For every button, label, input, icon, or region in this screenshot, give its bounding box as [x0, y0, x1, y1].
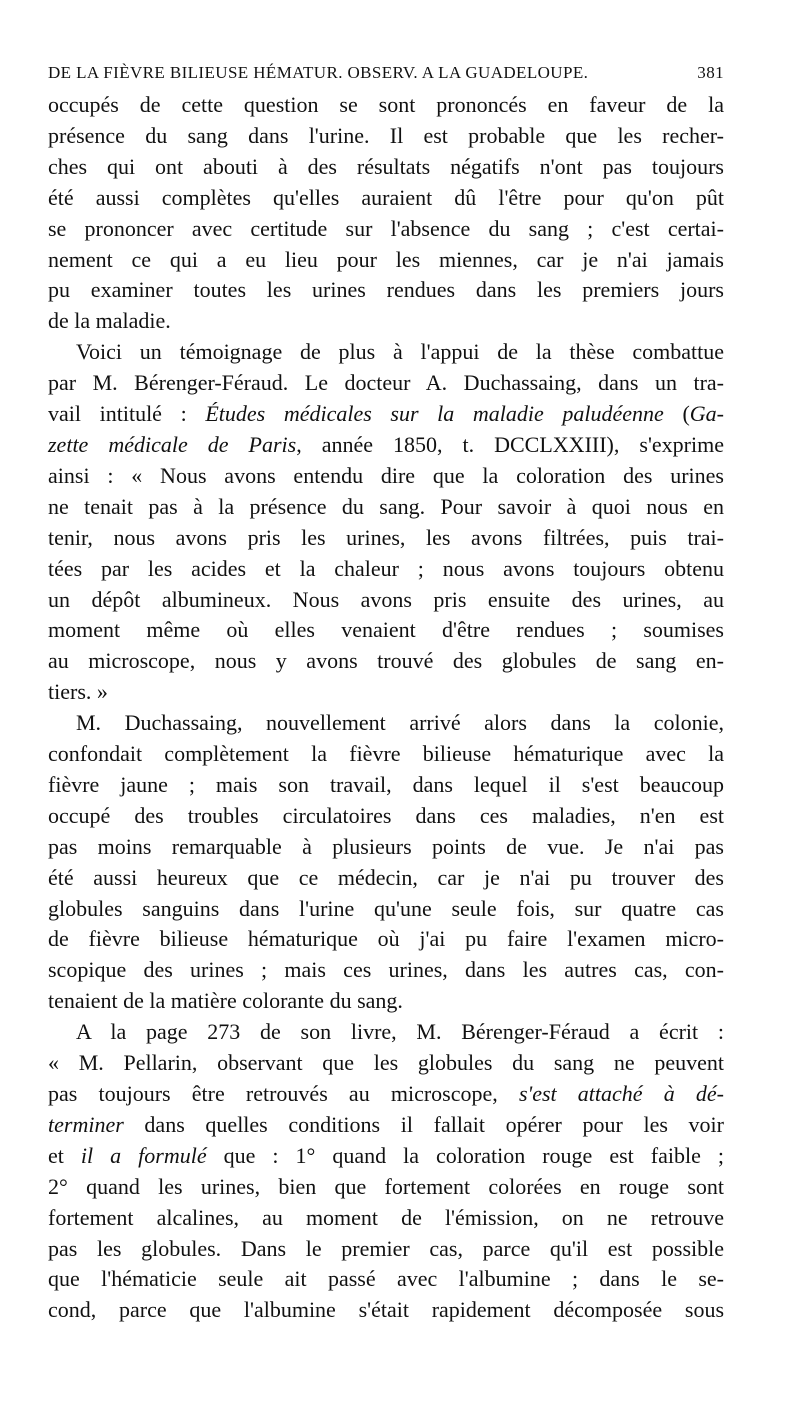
text-run: pas toujours être retrouvés au microscope,	[48, 1081, 519, 1106]
italic-run: il a formulé	[80, 1142, 207, 1168]
text-line: été aussi complètes qu'elles auraient dû l'être pour qu'on pût	[48, 184, 724, 210]
text-line: occupé des troubles circulatoires dans ces maladies, n'en est	[48, 802, 724, 828]
text-line: un dépôt albumineux. Nous avons pris ensuite des urines, au	[48, 586, 724, 612]
text-line: par M. Bérenger-Féraud. Le docteur A. Duchassaing, dans un tra-	[48, 370, 724, 396]
text-line: ne tenait pas à la présence du sang. Pour savoir à quoi nous en	[48, 493, 724, 519]
italic-run: s'est attaché à dé-	[518, 1081, 724, 1106]
text-line: nement ce qui a eu lieu pour les miennes, car je n'ai jamais	[48, 246, 724, 272]
text-line: M. Duchassaing, nouvellement arrivé alors dans la colonie,	[76, 710, 724, 736]
text-line: tenaient de la matière colorante du sang.	[48, 988, 403, 1014]
text-run: que : 1° quand la coloration rouge est faible ;	[206, 1142, 724, 1168]
paragraph-1	[48, 90, 724, 337]
italic-title: Ga-	[689, 401, 724, 427]
text-line: pas moins remarquable à plusieurs points de vue. Je n'ai pas	[48, 833, 724, 859]
text-line: 2° quand les urines, bien que fortement colorées en rouge sont	[48, 1173, 724, 1199]
text-line: se prononcer avec certitude sur l'absence du sang ; c'est certai-	[48, 215, 724, 241]
text-run: et	[48, 1142, 81, 1168]
text-run: , année 1850, t. DCCLXXIII), s'exprime	[296, 431, 724, 457]
text-line: fortement alcalines, au moment de l'émission, on ne retrouve	[48, 1204, 724, 1230]
text-line: ches qui ont abouti à des résultats négatifs n'ont pas toujours	[48, 153, 724, 179]
text-line: tenir, nous avons pris les urines, les avons filtrées, puis trai-	[48, 524, 724, 550]
text-line-mixed	[48, 430, 724, 461]
text-run: dans quelles conditions il fallait opérer pour les voir	[123, 1111, 724, 1137]
body-text	[48, 90, 724, 1326]
text-line: cond, parce que l'albumine s'était rapidement décomposée sous	[48, 1297, 724, 1323]
italic-title: zette médicale de Paris	[48, 431, 297, 457]
text-line: fièvre jaune ; mais son travail, dans lequel il s'est beaucoup	[48, 771, 724, 797]
running-title: DE LA FIÈVRE BILIEUSE HÉMATUR. OBSERV. A LA GUADELOUPE.	[48, 63, 589, 82]
text-line: occupés de cette question se sont prononcés en faveur de la	[48, 92, 724, 117]
text-line: présence du sang dans l'urine. Il est probable que les recher-	[48, 122, 724, 148]
text-line: scopique des urines ; mais ces urines, dans les autres cas, con-	[48, 957, 724, 983]
text-line: pu examiner toutes les urines rendues dans les premiers jours	[48, 277, 724, 303]
text-line: globules sanguins dans l'urine qu'une seule fois, sur quatre cas	[48, 895, 724, 921]
text-line: tées par les acides et la chaleur ; nous avons toujours obtenu	[48, 555, 724, 581]
text-line: A la page 273 de son livre, M. Bérenger-Féraud a écrit :	[76, 1019, 724, 1045]
text-line: au microscope, nous y avons trouvé des globules de sang en-	[48, 648, 724, 674]
page-number: 381	[697, 63, 724, 82]
text-line: tiers. »	[48, 679, 108, 705]
text-line-mixed	[48, 1110, 724, 1141]
text-line: été aussi heureux que ce médecin, car je n'ai pu trouver des	[48, 864, 724, 890]
text-line: pas les globules. Dans le premier cas, parce qu'il est possible	[48, 1235, 724, 1261]
text-line: confondait complètement la fièvre bilieuse hématurique avec la	[48, 741, 724, 767]
text-line: de fièvre bilieuse hématurique où j'ai pu faire l'examen micro-	[48, 926, 724, 952]
text-run: vail intitulé :	[48, 401, 206, 427]
text-line: moment même où elles venaient d'être rendues ; soumises	[48, 617, 724, 643]
paragraph-4	[48, 1017, 724, 1326]
book-page	[48, 56, 724, 1326]
running-header	[48, 56, 724, 90]
text-line-mixed	[48, 1079, 724, 1110]
italic-run: terminer	[48, 1111, 124, 1137]
paragraph-2	[48, 337, 724, 708]
text-line: « M. Pellarin, observant que les globules du sang ne peuvent	[48, 1050, 724, 1076]
text-line-mixed	[48, 1141, 724, 1172]
paragraph-3	[48, 708, 724, 1017]
text-line-mixed	[48, 399, 724, 430]
text-line: Voici un témoignage de plus à l'appui de la thèse combattue	[76, 339, 724, 365]
text-run: (	[663, 401, 690, 427]
text-line: ainsi : « Nous avons entendu dire que la coloration des urines	[48, 462, 724, 488]
text-line: que l'hématicie seule ait passé avec l'albumine ; dans le se-	[48, 1266, 724, 1292]
italic-title: Études médicales sur la maladie paludéenne	[205, 401, 664, 427]
text-line: de la maladie.	[48, 308, 171, 334]
